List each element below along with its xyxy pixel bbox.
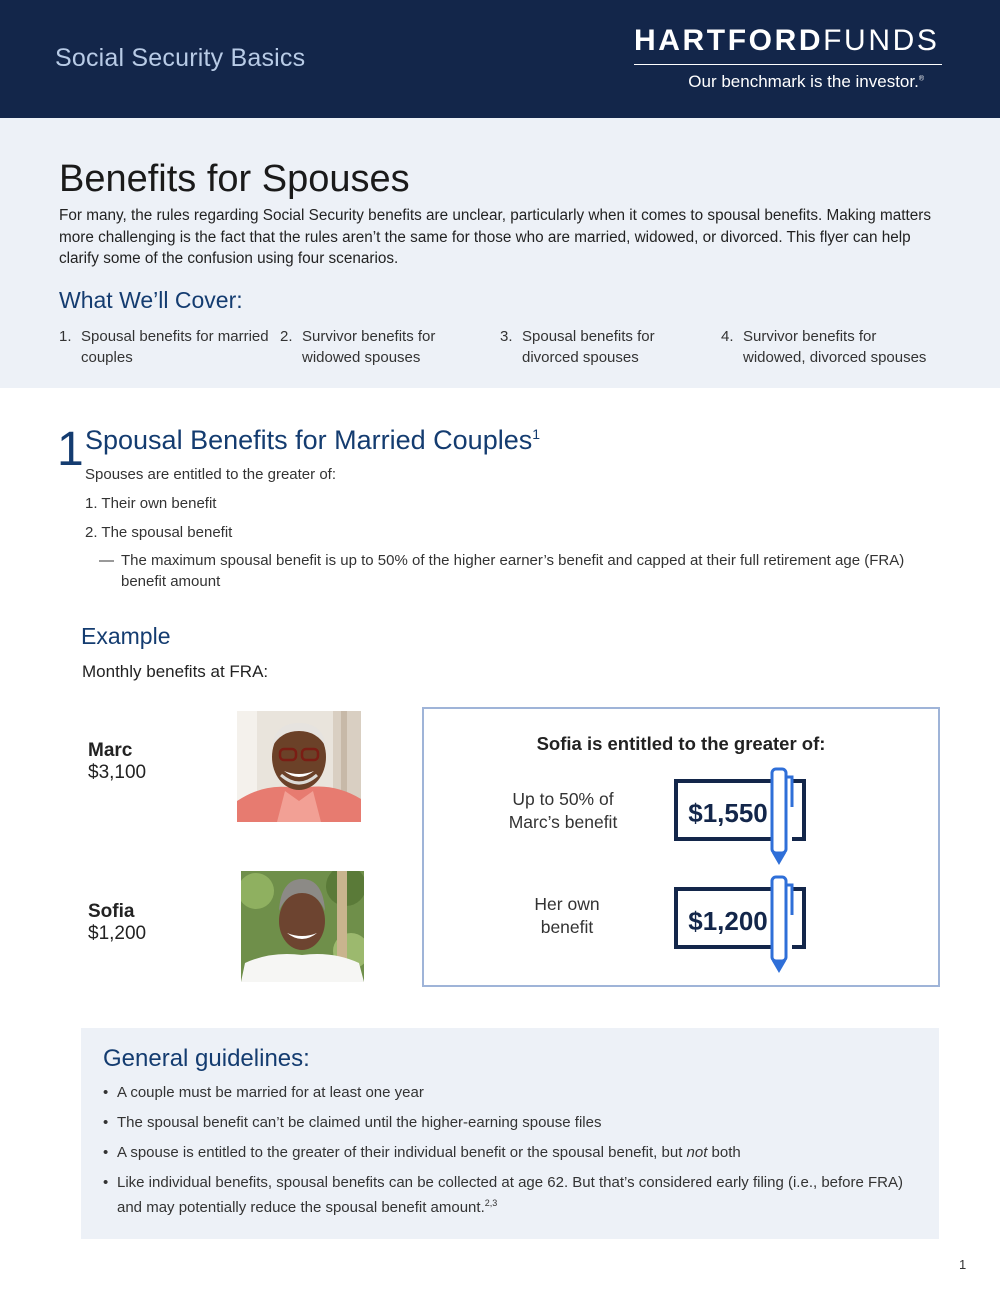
monthly-label: Monthly benefits at FRA: [82, 662, 269, 681]
guideline-item: • Like individual benefits, spousal benefits can be collected at age 62. But that’s considered early filing (i.e., before FRA) and may potentially reduce the spousal benefit amount.$^{2,3}$ [103, 1174, 904, 1216]
guideline-item: • A spouse is entitled to the greater of their individual benefit or the spousal benefit, but not both [103, 1144, 741, 1161]
option-label: Up to 50% of Marc’s benefit [508, 789, 618, 832]
person-name-marc: Marc [88, 740, 133, 761]
list-item: 1. Their own benefit [85, 495, 217, 512]
option-amount: $1,550 [688, 798, 768, 828]
page-number: 1 [959, 1257, 967, 1272]
person-amount-sofia: $1,200 [88, 923, 147, 944]
sofia-photo [241, 871, 364, 982]
option-label: Her own benefit [534, 894, 600, 937]
hartford-funds-logo [634, 24, 942, 92]
option-amount: $1,200 [688, 906, 768, 936]
section-title-heading: Spousal Benefits for Married Couples$^1$ [85, 425, 541, 455]
logo-wordmark-bold: HARTFORD [634, 24, 824, 57]
example-heading: Example [81, 623, 171, 649]
guidelines-panel [81, 1028, 939, 1239]
marc-photo [237, 711, 361, 822]
logo-rule [634, 64, 942, 65]
guideline-item: • A couple must be married for at least one year [103, 1084, 424, 1101]
logo-wordmark-light: FUNDS [823, 24, 940, 57]
intro-panel [0, 118, 1000, 388]
guidelines-heading: General guidelines: [103, 1045, 310, 1072]
comparison-box [422, 707, 940, 987]
page-header [0, 0, 1000, 118]
logo-tagline: Our benchmark is the investor.® [688, 72, 924, 91]
section-title: Social Security Basics [55, 44, 306, 72]
cover-list: 1. Spousal benefits for married couples 2. Survivor benefits for widowed spouses 3. Spousal benefits for divorced spouses 4. Survivor benefits for widowed, divorced spouses [59, 328, 927, 366]
comparison-title: Sofia is entitled to the greater of: [536, 733, 826, 754]
list-item: 2. The spousal benefit [85, 524, 233, 541]
intro-paragraph: For many, the rules regarding Social Security benefits are unclear, particularly when it comes to spousal benefits. Making matters more challenging is the fact that the rules aren’t the same for those who are married, widowed, or divorced. This flyer can help clarify some of the confusion using four scenarios. [59, 207, 932, 267]
logo-wordmark [634, 24, 942, 58]
dash-marker: — [99, 552, 114, 569]
person-name-sofia: Sofia [88, 901, 135, 922]
guideline-item: • The spousal benefit can’t be claimed until the higher-earning spouse files [103, 1114, 602, 1131]
person-amount-marc: $3,100 [88, 762, 147, 783]
sub-note: The maximum spousal benefit is up to 50% of the higher earner’s benefit and capped at their full retirement age (FRA) benefit amount [121, 552, 905, 590]
cover-heading: What We’ll Cover: [59, 287, 243, 313]
section-number: 1 [57, 423, 84, 476]
entitled-text: Spouses are entitled to the greater of: [85, 466, 336, 483]
page-title: Benefits for Spouses [59, 158, 410, 200]
